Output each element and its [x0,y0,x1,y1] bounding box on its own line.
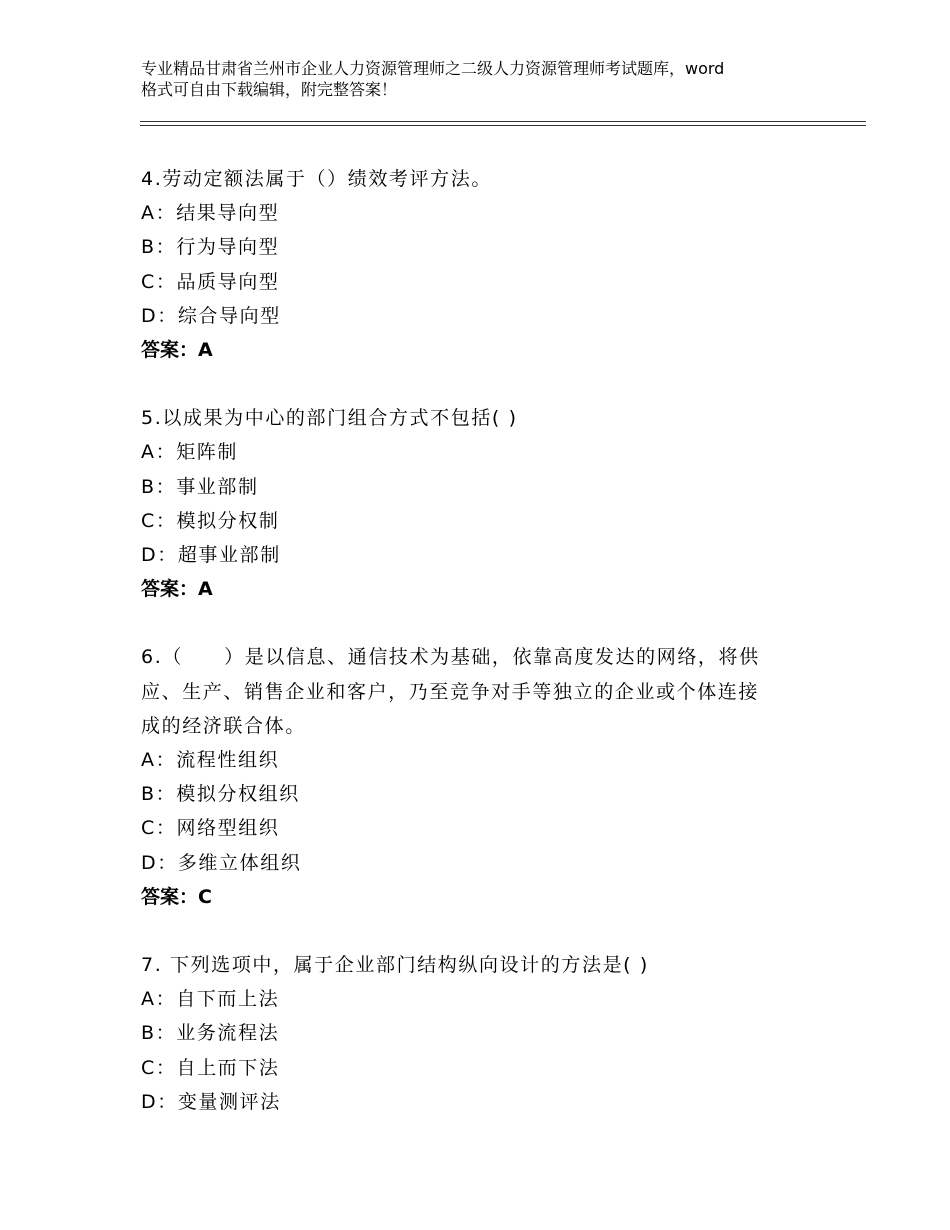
header-divider-top [140,121,866,122]
document-header [141,58,861,100]
option-c: C：网络型组织 [141,817,280,840]
question-list [141,162,821,1153]
question-stem: 4.劳动定额法属于（）绩效考评方法。 [141,168,492,190]
question-7 [141,948,821,1119]
option-c: C：自上而下法 [141,1056,280,1079]
question-stem-line-2: 应、生产、销售企业和客户，乃至竞争对手等独立的企业或个体连接 [141,680,760,703]
question-stem: 7. 下列选项中，属于企业部门结构纵向设计的方法是( ) [141,954,649,977]
option-d: D：综合导向型 [141,304,281,327]
header-line-1: 专业精品甘肃省兰州市企业人力资源管理师之二级人力资源管理师考试题库，word [141,59,725,78]
option-b: B：模拟分权组织 [141,783,300,806]
option-c: C：模拟分权制 [141,509,280,532]
header-line-2: 格式可自由下载编辑，附完整答案！ [141,80,398,99]
option-b: B：业务流程法 [141,1022,280,1045]
option-a: A：自下而上法 [141,988,280,1011]
question-6 [141,640,821,914]
question-4 [141,162,821,367]
option-a: A：流程性组织 [141,749,280,772]
question-stem: 5.以成果为中心的部门组合方式不包括( ) [141,407,518,430]
answer: 答案：C [141,885,212,908]
option-b: B：事业部制 [141,475,259,498]
option-d: D：变量测评法 [141,1090,281,1113]
header-divider-bottom [140,125,866,126]
option-d: D：超事业部制 [141,544,281,567]
answer: 答案：A [141,578,213,601]
option-c: C：品质导向型 [141,270,280,293]
option-a: A：结果导向型 [141,202,280,225]
option-b: B：行为导向型 [141,236,280,259]
question-stem-line-1: 6.（ ）是以信息、通信技术为基础，依靠高度发达的网络，将供 [141,646,760,669]
answer: 答案：A [141,339,213,362]
question-stem-line-3: 成的经济联合体。 [141,714,306,737]
question-5 [141,401,821,606]
option-d: D：多维立体组织 [141,851,302,874]
option-a: A：矩阵制 [141,441,238,464]
